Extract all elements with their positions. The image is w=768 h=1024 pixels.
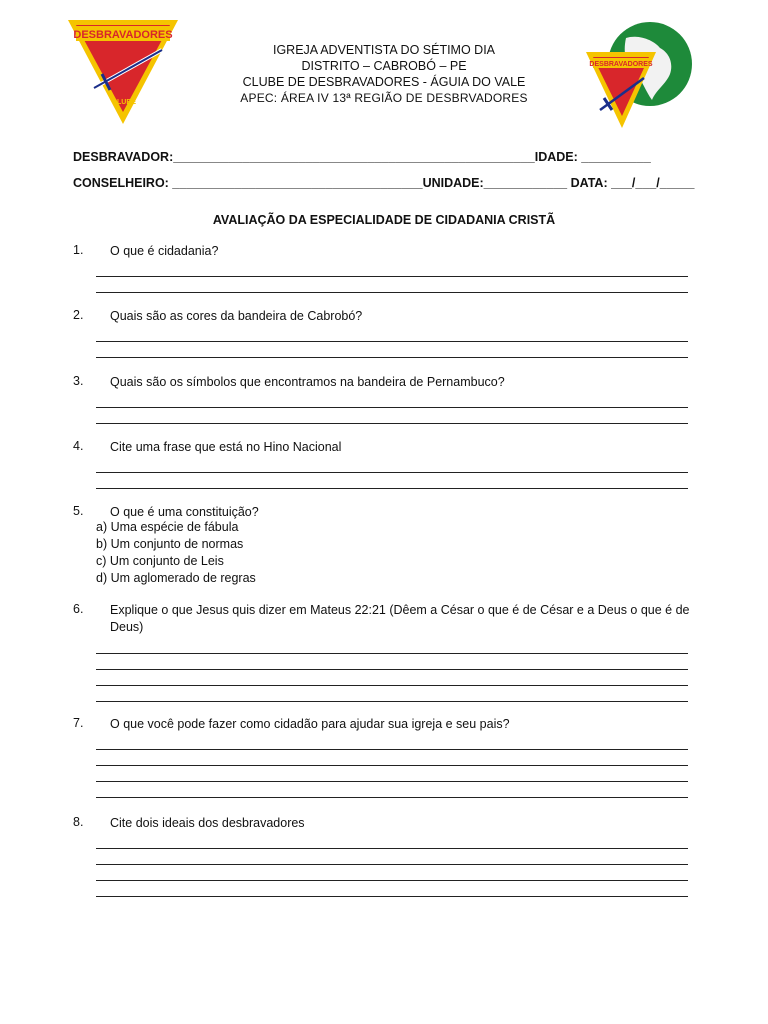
- answer-line[interactable]: [96, 849, 688, 865]
- header-apec: APEC: ÁREA IV 13ª REGIÃO DE DESBRVADORES: [240, 91, 528, 105]
- question-text: Quais são os símbolos que encontramos na bandeira de Pernambuco?: [110, 375, 505, 389]
- question-5-options: [96, 519, 256, 587]
- answer-lines-2[interactable]: [96, 326, 688, 358]
- answer-lines-7[interactable]: [96, 734, 688, 798]
- answer-line[interactable]: [96, 408, 688, 424]
- desbravador-idade-fields[interactable]: DESBRAVADOR:____________________________________________________IDADE: __________: [73, 150, 651, 164]
- question-number: 4.: [73, 439, 84, 453]
- question-text: Quais são as cores da bandeira de Cabrobó?: [110, 309, 363, 323]
- question-number: 8.: [73, 815, 84, 829]
- question-number: 5.: [73, 504, 84, 518]
- answer-line[interactable]: [96, 638, 688, 654]
- answer-lines-3[interactable]: [96, 392, 688, 424]
- question-text: Cite uma frase que está no Hino Nacional: [110, 440, 342, 454]
- answer-line[interactable]: [96, 750, 688, 766]
- answer-lines-1[interactable]: [96, 261, 688, 293]
- answer-line[interactable]: [96, 670, 688, 686]
- option-a[interactable]: a) Uma espécie de fábula: [96, 520, 239, 534]
- answer-lines-4[interactable]: [96, 457, 688, 489]
- answer-lines-6[interactable]: [96, 638, 688, 702]
- desbravadores-logo-left: [64, 16, 182, 128]
- option-d[interactable]: d) Um aglomerado de regras: [96, 571, 256, 585]
- answer-line[interactable]: [96, 734, 688, 750]
- answer-line[interactable]: [96, 865, 688, 881]
- question-number: 7.: [73, 716, 84, 730]
- header-club: CLUBE DE DESBRAVADORES - ÁGUIA DO VALE: [242, 75, 526, 89]
- header-church: IGREJA ADVENTISTA DO SÉTIMO DIA: [272, 43, 496, 57]
- answer-line[interactable]: [96, 342, 688, 358]
- answer-line[interactable]: [96, 457, 688, 473]
- question-number: 1.: [73, 243, 84, 257]
- logo-left-subtext: CLUBE: [111, 99, 137, 106]
- option-b[interactable]: b) Um conjunto de normas: [96, 537, 244, 551]
- question-text: O que você pode fazer como cidadão para ajudar sua igreja e seu pais?: [110, 717, 510, 731]
- answer-line[interactable]: [96, 473, 688, 489]
- answer-line[interactable]: [96, 782, 688, 798]
- page-title: AVALIAÇÃO DA ESPECIALIDADE DE CIDADANIA CRISTÃ: [212, 213, 556, 227]
- answer-line[interactable]: [96, 277, 688, 293]
- desbravadores-logo-right: [582, 18, 698, 134]
- logo-left-text: DESBRAVADORES: [73, 29, 173, 41]
- question-text: O que é uma constituição?: [110, 505, 259, 519]
- answer-line[interactable]: [96, 766, 688, 782]
- document-header: [200, 42, 568, 106]
- question-number: 3.: [73, 374, 84, 388]
- answer-line[interactable]: [96, 686, 688, 702]
- question-number: 6.: [73, 602, 84, 616]
- answer-line[interactable]: [96, 881, 688, 897]
- answer-line[interactable]: [96, 392, 688, 408]
- question-text: O que é cidadania?: [110, 244, 219, 258]
- question-number: 2.: [73, 308, 84, 322]
- option-c[interactable]: c) Um conjunto de Leis: [96, 554, 224, 568]
- answer-line[interactable]: [96, 833, 688, 849]
- conselheiro-unidade-data-fields[interactable]: CONSELHEIRO: ____________________________________UNIDADE:____________ DATA: ___/___/_____: [73, 176, 695, 190]
- answer-line[interactable]: [96, 654, 688, 670]
- answer-line[interactable]: [96, 261, 688, 277]
- answer-lines-8[interactable]: [96, 833, 688, 897]
- question-text: Cite dois ideais dos desbravadores: [110, 816, 305, 830]
- logo-right-text: DESBRAVADORES: [589, 61, 653, 68]
- answer-line[interactable]: [96, 326, 688, 342]
- header-district: DISTRITO – CABROBÓ – PE: [301, 59, 467, 73]
- question-text: Explique o que Jesus quis dizer em Mateus 22:21 (Dêem a César o que é de César e a Deus o que é de Deus): [110, 603, 690, 634]
